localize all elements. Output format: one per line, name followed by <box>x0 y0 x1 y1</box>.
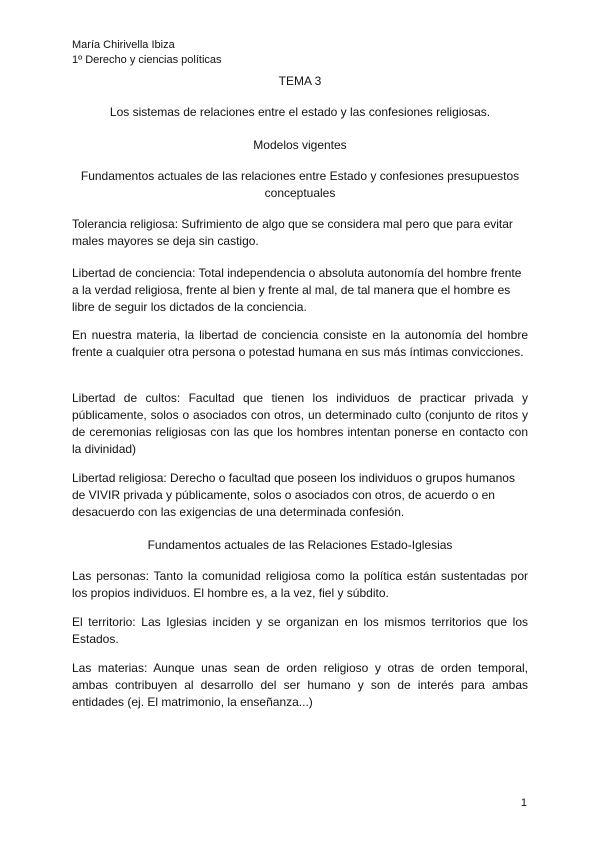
author-name: María Chirivella Ibiza <box>72 39 175 51</box>
page-header <box>72 38 222 68</box>
paragraph-territory: El territorio: Las Iglesias inciden y se organizan en los mismos territorios que los Estados. <box>72 615 528 646</box>
document-title: TEMA 3 <box>278 74 322 88</box>
paragraph-worship: Libertad de cultos: Facultad que tienen los individuos de practicar privada y públicamente, solos o asociados con otros, un determinado culto (conjunto de ritos y de ceremonias religiosas con las que los hombres intentan ponerse en contacto con la divinidad) <box>72 391 528 456</box>
paragraph-religious-freedom: Libertad religiosa: Derecho o facultad que poseen los individuos o grupos humanos de VIVIR privada y públicamente, solos o asociados con otros, de acuerdo o en desacuerdo con las exigencias de una determinada confesión. <box>72 471 515 519</box>
course-name: 1º Derecho y ciencias políticas <box>72 54 222 66</box>
section-heading-fundamentals: Fundamentos actuales de las relaciones entre Estado y confesiones presupuestos conceptuales <box>80 169 520 200</box>
paragraph-conscience: Libertad de conciencia: Total independencia o absoluta autonomía del hombre frente a la verdad religiosa, frente al bien y frente al mal, de tal manera que el hombre es libre de seguir los dictados de la conciencia. <box>72 266 522 314</box>
paragraph-persons: Las personas: Tanto la comunidad religiosa como la política están sustentadas por los propios individuos. El hombre es, a la vez, fiel y súbdito. <box>72 569 528 600</box>
section-heading-models: Modelos vigentes <box>253 138 347 152</box>
document-subtitle: Los sistemas de relaciones entre el estado y las confesiones religiosas. <box>109 105 491 119</box>
page-number: 1 <box>520 797 527 809</box>
section-heading-relations: Fundamentos actuales de las Relaciones Estado-Iglesias <box>147 538 453 552</box>
paragraph-conscience-matter: En nuestra materia, la libertad de conciencia consiste en la autonomía del hombre frente a cualquier otra persona o potestad humana en sus más íntimas convicciones. <box>72 328 528 359</box>
paragraph-matters: Las materias: Aunque unas sean de orden religioso y otras de orden temporal, ambas contribuyen al desarrollo del ser humano y son de interés para ambas entidades (ej. El matrimonio, la enseñanza...) <box>72 661 528 709</box>
paragraph-tolerance: Tolerancia religiosa: Sufrimiento de algo que se considera mal pero que para evitar males mayores se deja sin castigo. <box>72 217 513 248</box>
